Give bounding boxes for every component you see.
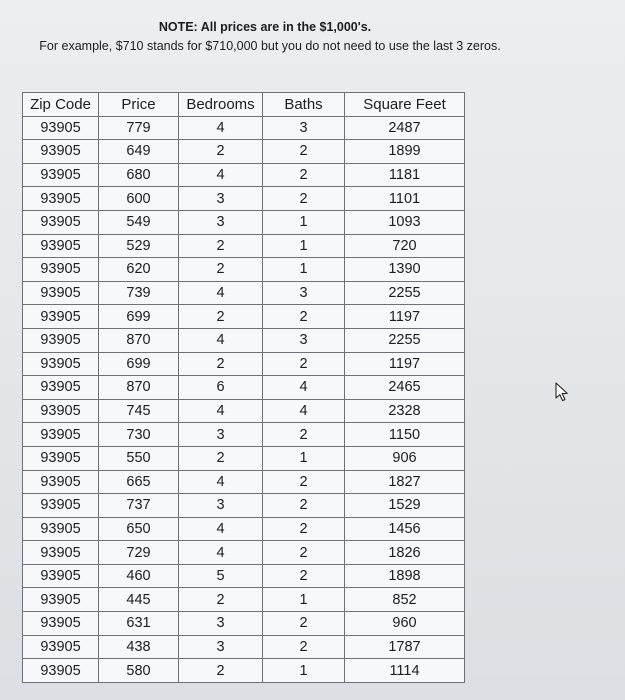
table-row (23, 258, 465, 282)
table-row (23, 588, 465, 612)
cell-price: 729 (99, 541, 179, 565)
cell-square-feet: 2465 (345, 376, 465, 400)
table-row (23, 305, 465, 329)
cell-square-feet: 720 (345, 234, 465, 258)
cell-price: 745 (99, 399, 179, 423)
cell-zip-code: 93905 (23, 163, 99, 187)
cell-baths: 2 (263, 187, 345, 211)
cell-zip-code: 93905 (23, 187, 99, 211)
table-row (23, 517, 465, 541)
cell-zip-code: 93905 (23, 446, 99, 470)
note-heading: NOTE: All prices are in the $1,000's. (158, 20, 372, 34)
cell-baths: 4 (263, 376, 345, 400)
cell-zip-code: 93905 (23, 517, 99, 541)
cell-price: 699 (99, 352, 179, 376)
table-row (23, 612, 465, 636)
table-row (23, 376, 465, 400)
cell-baths: 2 (263, 494, 345, 518)
cell-baths: 2 (263, 140, 345, 164)
cell-baths: 3 (263, 281, 345, 305)
header-baths: Baths (263, 93, 345, 117)
table-row (23, 328, 465, 352)
cell-square-feet: 1787 (345, 635, 465, 659)
table-row (23, 446, 465, 470)
cell-square-feet: 1827 (345, 470, 465, 494)
cell-price: 665 (99, 470, 179, 494)
table-row (23, 210, 465, 234)
cell-square-feet: 1093 (345, 210, 465, 234)
cell-zip-code: 93905 (23, 116, 99, 140)
cell-bedrooms: 6 (179, 376, 263, 400)
table-row (23, 564, 465, 588)
cell-zip-code: 93905 (23, 352, 99, 376)
cell-zip-code: 93905 (23, 588, 99, 612)
table-row (23, 470, 465, 494)
cell-bedrooms: 4 (179, 281, 263, 305)
cell-price: 445 (99, 588, 179, 612)
cell-zip-code: 93905 (23, 281, 99, 305)
cell-baths: 2 (263, 305, 345, 329)
cell-baths: 3 (263, 116, 345, 140)
cell-bedrooms: 2 (179, 234, 263, 258)
header-bedrooms: Bedrooms (179, 93, 263, 117)
header-price: Price (99, 93, 179, 117)
cell-zip-code: 93905 (23, 234, 99, 258)
cell-price: 529 (99, 234, 179, 258)
cell-price: 631 (99, 612, 179, 636)
cell-bedrooms: 3 (179, 187, 263, 211)
cell-zip-code: 93905 (23, 210, 99, 234)
cell-bedrooms: 4 (179, 541, 263, 565)
cell-zip-code: 93905 (23, 612, 99, 636)
cell-baths: 2 (263, 612, 345, 636)
cell-baths: 4 (263, 399, 345, 423)
cell-zip-code: 93905 (23, 470, 99, 494)
cell-square-feet: 906 (345, 446, 465, 470)
cell-price: 580 (99, 659, 179, 683)
cell-square-feet: 1529 (345, 494, 465, 518)
table-row (23, 635, 465, 659)
table-row (23, 494, 465, 518)
cell-zip-code: 93905 (23, 140, 99, 164)
cell-bedrooms: 4 (179, 517, 263, 541)
cell-square-feet: 1898 (345, 564, 465, 588)
table-row (23, 281, 465, 305)
table-row (23, 541, 465, 565)
table-row (23, 352, 465, 376)
cell-square-feet: 2255 (345, 328, 465, 352)
cell-price: 620 (99, 258, 179, 282)
cell-baths: 2 (263, 163, 345, 187)
cell-zip-code: 93905 (23, 541, 99, 565)
cell-square-feet: 1456 (345, 517, 465, 541)
table-row (23, 163, 465, 187)
cell-baths: 2 (263, 564, 345, 588)
cell-price: 737 (99, 494, 179, 518)
header-zip-code: Zip Code (23, 93, 99, 117)
cell-square-feet: 1390 (345, 258, 465, 282)
table-row (23, 659, 465, 683)
cell-zip-code: 93905 (23, 376, 99, 400)
cell-baths: 2 (263, 635, 345, 659)
cell-bedrooms: 4 (179, 470, 263, 494)
cell-bedrooms: 4 (179, 163, 263, 187)
cell-bedrooms: 2 (179, 352, 263, 376)
cell-bedrooms: 3 (179, 210, 263, 234)
cell-baths: 2 (263, 423, 345, 447)
cell-price: 730 (99, 423, 179, 447)
table-row (23, 423, 465, 447)
cell-baths: 1 (263, 659, 345, 683)
cell-bedrooms: 3 (179, 494, 263, 518)
table-row (23, 187, 465, 211)
cell-bedrooms: 4 (179, 116, 263, 140)
cell-bedrooms: 2 (179, 140, 263, 164)
cell-price: 870 (99, 376, 179, 400)
cell-square-feet: 1899 (345, 140, 465, 164)
table-row (23, 140, 465, 164)
cell-zip-code: 93905 (23, 328, 99, 352)
table-body (23, 116, 465, 682)
cell-baths: 3 (263, 328, 345, 352)
cell-square-feet: 1181 (345, 163, 465, 187)
cell-square-feet: 1197 (345, 305, 465, 329)
table-row (23, 399, 465, 423)
cell-square-feet: 1101 (345, 187, 465, 211)
cell-baths: 1 (263, 446, 345, 470)
housing-data-table (22, 92, 465, 683)
cell-price: 650 (99, 517, 179, 541)
cell-zip-code: 93905 (23, 305, 99, 329)
mouse-pointer-icon (554, 382, 570, 402)
cell-price: 460 (99, 564, 179, 588)
cell-price: 870 (99, 328, 179, 352)
cell-square-feet: 1114 (345, 659, 465, 683)
cell-bedrooms: 4 (179, 328, 263, 352)
cell-baths: 1 (263, 258, 345, 282)
cell-baths: 1 (263, 588, 345, 612)
cell-zip-code: 93905 (23, 564, 99, 588)
cell-bedrooms: 2 (179, 258, 263, 282)
cell-price: 550 (99, 446, 179, 470)
cell-square-feet: 960 (345, 612, 465, 636)
cell-zip-code: 93905 (23, 258, 99, 282)
cell-square-feet: 2487 (345, 116, 465, 140)
cell-bedrooms: 4 (179, 399, 263, 423)
table-header-row (23, 93, 465, 117)
cell-price: 600 (99, 187, 179, 211)
cell-square-feet: 1826 (345, 541, 465, 565)
table-row (23, 116, 465, 140)
table-row (23, 234, 465, 258)
cell-price: 680 (99, 163, 179, 187)
cell-bedrooms: 3 (179, 423, 263, 447)
cell-bedrooms: 2 (179, 659, 263, 683)
cell-baths: 1 (263, 210, 345, 234)
header-square-feet: Square Feet (345, 93, 465, 117)
cell-price: 779 (99, 116, 179, 140)
cell-bedrooms: 2 (179, 446, 263, 470)
cell-bedrooms: 2 (179, 305, 263, 329)
cell-baths: 2 (263, 541, 345, 565)
cell-square-feet: 1150 (345, 423, 465, 447)
cell-zip-code: 93905 (23, 659, 99, 683)
cell-zip-code: 93905 (23, 494, 99, 518)
cell-baths: 2 (263, 352, 345, 376)
cell-baths: 2 (263, 517, 345, 541)
cell-square-feet: 852 (345, 588, 465, 612)
example-text: For example, $710 stands for $710,000 but you do not need to use the last 3 zeros. (39, 39, 501, 53)
cell-zip-code: 93905 (23, 399, 99, 423)
cell-price: 549 (99, 210, 179, 234)
cell-bedrooms: 2 (179, 588, 263, 612)
cell-bedrooms: 3 (179, 635, 263, 659)
cell-price: 649 (99, 140, 179, 164)
cell-price: 438 (99, 635, 179, 659)
cell-square-feet: 2255 (345, 281, 465, 305)
cell-zip-code: 93905 (23, 423, 99, 447)
cell-baths: 1 (263, 234, 345, 258)
cell-baths: 2 (263, 470, 345, 494)
cell-square-feet: 2328 (345, 399, 465, 423)
cell-square-feet: 1197 (345, 352, 465, 376)
cell-price: 739 (99, 281, 179, 305)
cell-price: 699 (99, 305, 179, 329)
cell-zip-code: 93905 (23, 635, 99, 659)
cell-bedrooms: 5 (179, 564, 263, 588)
cell-bedrooms: 3 (179, 612, 263, 636)
